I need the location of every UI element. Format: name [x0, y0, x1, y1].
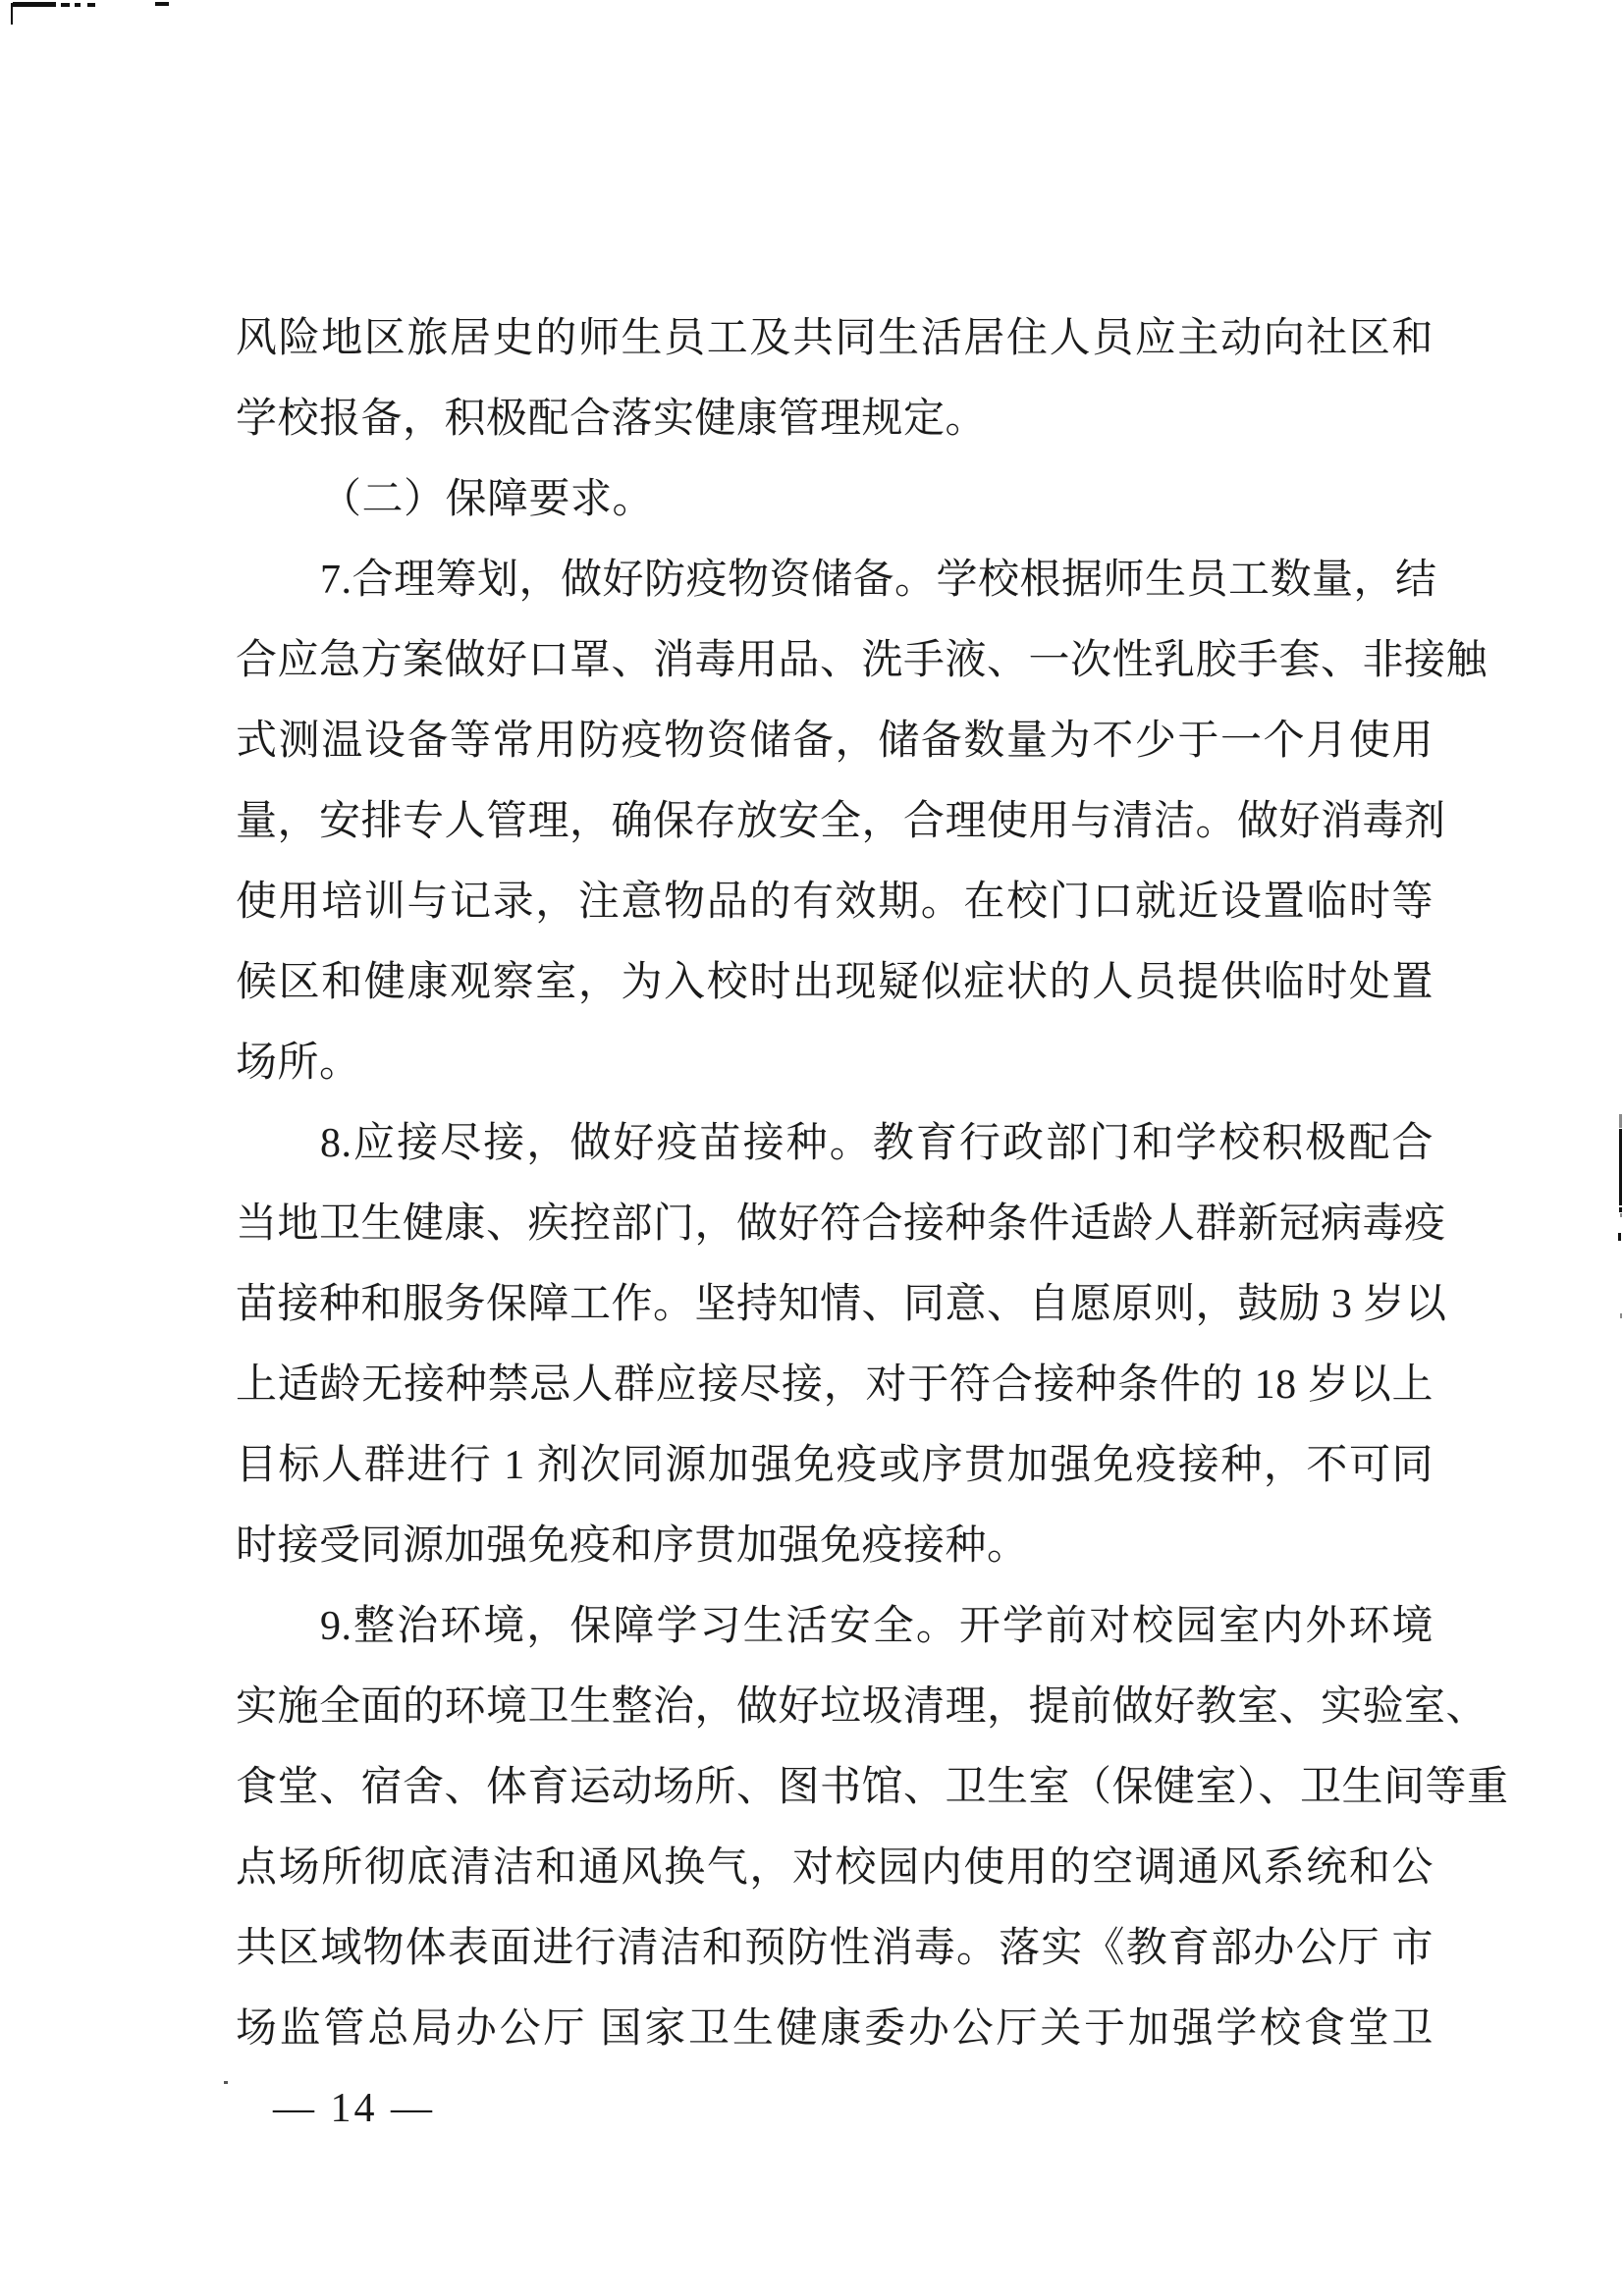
text-line: 时接受同源加强免疫和序贯加强免疫接种。 — [236, 1523, 1029, 1569]
scan-artifact-right-edge-gray-top — [1619, 1114, 1622, 1128]
scan-artifact-top-left-dash-3 — [87, 3, 95, 7]
text-line: 量，安排专人管理，确保存放安全，合理使用与清洁。做好消毒剂 — [236, 799, 1446, 844]
text-line: 场所。 — [236, 1041, 361, 1086]
scan-artifact-footer-speck — [224, 2081, 228, 2084]
text-line: 场监管总局办公厅 国家卫生健康委办公厅关于加强学校食堂卫 — [236, 2006, 1434, 2052]
text-line: 上适龄无接种禁忌人群应接尽接，对于符合接种条件的 18 岁以上 — [236, 1362, 1434, 1408]
scan-artifact-right-edge-gray-mid — [1620, 1213, 1622, 1217]
text-line: 7.合理筹划，做好防疫物资储备。学校根据师生员工数量，结 — [320, 558, 1437, 603]
text-line: 点场所彻底清洁和通风换气，对校园内使用的空调通风系统和公 — [236, 1845, 1434, 1891]
text-line: 风险地区旅居史的师生员工及共同生活居住人员应主动向社区和 — [236, 316, 1434, 361]
scan-artifact-top-left-dash-1 — [61, 3, 70, 7]
text-line: 目标人群进行 1 剂次同源加强免疫或序贯加强免疫接种，不可同 — [236, 1443, 1434, 1488]
text-line: 苗接种和服务保障工作。坚持知情、同意、自愿原则，鼓励 3 岁以 — [236, 1282, 1447, 1327]
text-line: 食堂、宿舍、体育运动场所、图书馆、卫生室（保健室）、卫生间等重 — [236, 1765, 1509, 1810]
text-line: 候区和健康观察室，为入校时出现疑似症状的人员提供临时处置 — [236, 960, 1434, 1005]
scan-artifact-right-edge-dot — [1618, 1233, 1621, 1241]
text-line: 9.整治环境，保障学习生活安全。开学前对校园室内外环境 — [320, 1604, 1434, 1649]
scan-artifact-top-left-dash-4 — [155, 2, 169, 6]
scan-artifact-right-edge-dash — [1619, 1207, 1622, 1212]
text-line: 共区域物体表面进行清洁和预防性消毒。落实《教育部办公厅 市 — [236, 1926, 1434, 1971]
text-line: 合应急方案做好口罩、消毒用品、洗手液、一次性乳胶手套、非接触 — [236, 638, 1488, 683]
text-line: 使用培训与记录，注意物品的有效期。在校门口就近设置临时等 — [236, 880, 1434, 925]
scan-artifact-top-left-bar — [13, 2, 56, 7]
page-number: — 14 — — [273, 2086, 435, 2131]
scan-artifact-right-edge-line — [1619, 1129, 1622, 1205]
text-line: 当地卫生健康、疾控部门，做好符合接种条件适龄人群新冠病毒疫 — [236, 1201, 1446, 1247]
scan-artifact-top-left-dash-2 — [75, 3, 81, 7]
document-body — [236, 298, 1509, 2069]
text-line: 式测温设备等常用防疫物资储备，储备数量为不少于一个月使用 — [236, 719, 1434, 764]
text-line: 8.应接尽接，做好疫苗接种。教育行政部门和学校积极配合 — [320, 1121, 1434, 1166]
scan-artifact-right-edge-gray-low — [1620, 1313, 1622, 1318]
text-line: 学校报备，积极配合落实健康管理规定。 — [236, 397, 988, 442]
text-line: （二）保障要求。 — [320, 477, 655, 522]
text-line: 实施全面的环境卫生整治，做好垃圾清理，提前做好教室、实验室、 — [236, 1684, 1488, 1730]
